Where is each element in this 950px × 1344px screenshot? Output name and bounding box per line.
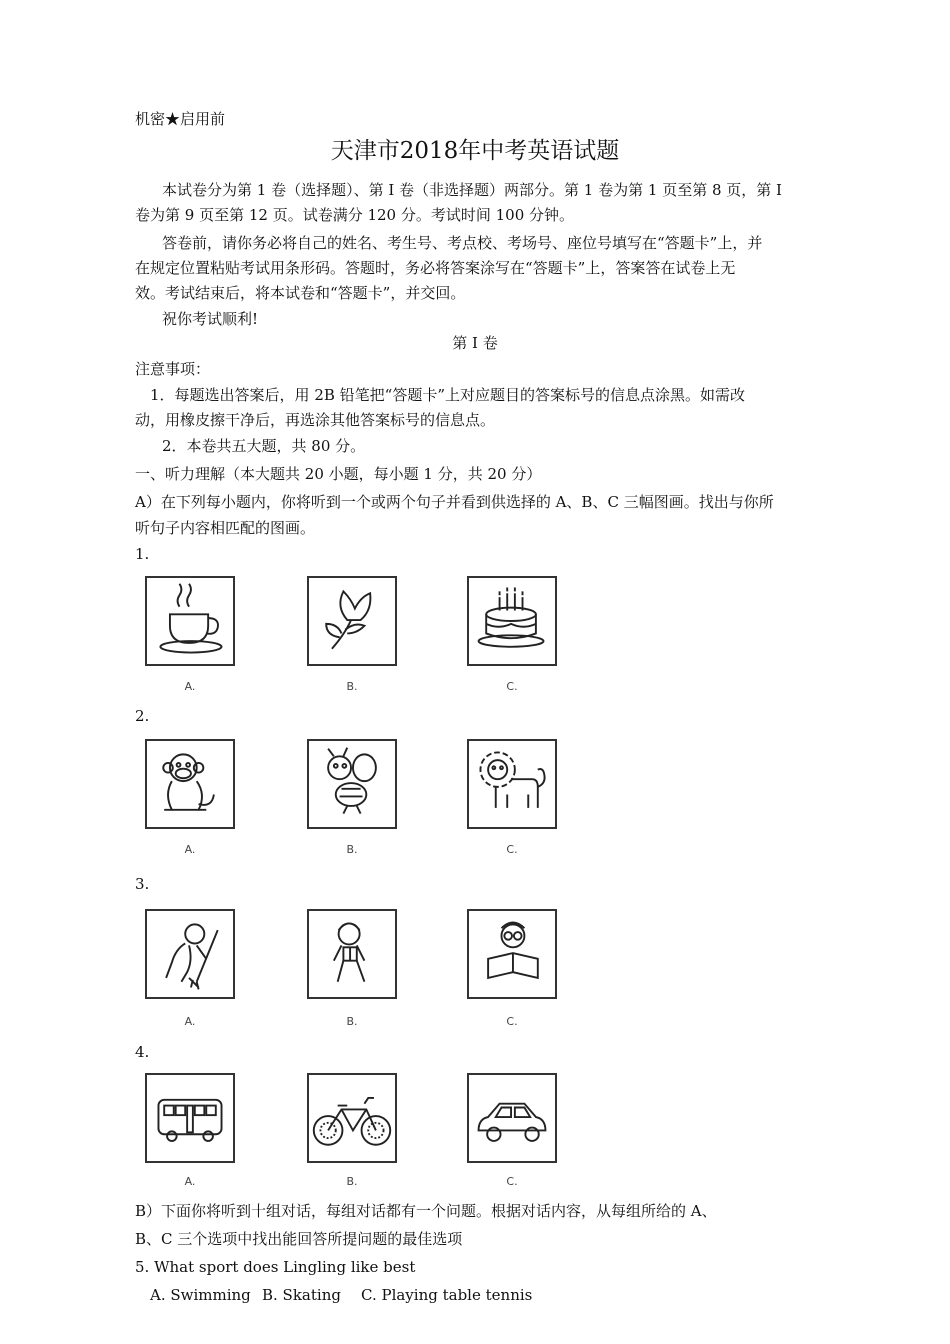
question-number: 3.: [135, 875, 150, 893]
option-a: A. Swimming: [150, 1286, 251, 1304]
girl-with-gift-icon: [307, 909, 397, 999]
option-caption: B.: [346, 1015, 358, 1028]
note-item: 1．每题选出答案后，用 2B 铅笔把“答题卡”上对应题目的答案标号的信息点涂黑。如需改: [150, 386, 745, 404]
option-caption: C.: [506, 680, 518, 693]
part-b-instructions: B、C 三个选项中找出能回答所提问题的最佳选项: [135, 1230, 463, 1248]
option-caption: B.: [346, 1175, 358, 1188]
bicycle-icon: [307, 1073, 397, 1163]
option-caption: A.: [184, 1175, 196, 1188]
coffee-cup-icon: [145, 576, 235, 666]
sweeping-boy-icon: [145, 909, 235, 999]
page-title: 天津市2018年中考英语试题: [330, 138, 620, 164]
lion-icon: [467, 739, 557, 829]
option-caption: C.: [506, 1175, 518, 1188]
option-caption: A.: [184, 843, 196, 856]
part-a-instructions: A）在下列每小题内，你将听到一个或两个句子并看到供选择的 A、B、C 三幅图画。找出与你所: [135, 493, 774, 511]
section-title: 第 I 卷: [452, 334, 498, 352]
intro-line: 答卷前，请你务必将自己的姓名、考生号、考点校、考场号、座位号填写在“答题卡”上，并: [162, 234, 763, 252]
part-b-instructions: B）下面你将听到十组对话，每组对话都有一个问题。根据对话内容，从每组所给的 A、: [135, 1202, 717, 1220]
option-caption: A.: [184, 1015, 196, 1028]
note-item: 动，用橡皮擦干净后，再选涂其他答案标号的信息点。: [135, 411, 496, 429]
option-b: B. Skating: [262, 1286, 341, 1304]
part-a-instructions: 听句子内容相匹配的图画。: [135, 519, 316, 537]
intro-line: 祝你考试顺利!: [162, 310, 259, 328]
car-icon: [467, 1073, 557, 1163]
flower-icon: [307, 576, 397, 666]
option-caption: B.: [346, 843, 358, 856]
bee-icon: [307, 739, 397, 829]
note-item: 2．本卷共五大题，共 80 分。: [162, 437, 366, 455]
monkey-icon: [145, 739, 235, 829]
question-number: 1.: [135, 545, 150, 563]
birthday-cake-icon: [467, 576, 557, 666]
option-caption: C.: [506, 1015, 518, 1028]
option-c: C. Playing table tennis: [361, 1286, 533, 1304]
intro-line: 效。考试结束后，将本试卷和“答题卡”，并交回。: [135, 284, 466, 302]
part-heading: 一、听力理解（本大题共 20 小题，每小题 1 分，共 20 分）: [135, 465, 542, 483]
option-caption: A.: [184, 680, 196, 693]
question-number: 4.: [135, 1043, 150, 1061]
question-5-text: 5. What sport does Lingling like best: [135, 1258, 416, 1276]
option-caption: C.: [506, 843, 518, 856]
question-number: 2.: [135, 707, 150, 725]
boy-reading-icon: [467, 909, 557, 999]
option-caption: B.: [346, 680, 358, 693]
intro-line: 在规定位置粘贴考试用条形码。答题时，务必将答案涂写在“答题卡”上，答案答在试卷上无: [135, 259, 736, 277]
intro-line: 卷为第 9 页至第 12 页。试卷满分 120 分。考试时间 100 分钟。: [135, 206, 575, 224]
intro-line: 本试卷分为第 1 卷（选择题）、第 I 卷（非选择题）两部分。第 1 卷为第 1 页至第 8 页，第 I: [162, 181, 782, 199]
secret-mark: 机密★启用前: [135, 110, 226, 128]
bus-icon: [145, 1073, 235, 1163]
notes-heading: 注意事项：: [135, 360, 211, 378]
